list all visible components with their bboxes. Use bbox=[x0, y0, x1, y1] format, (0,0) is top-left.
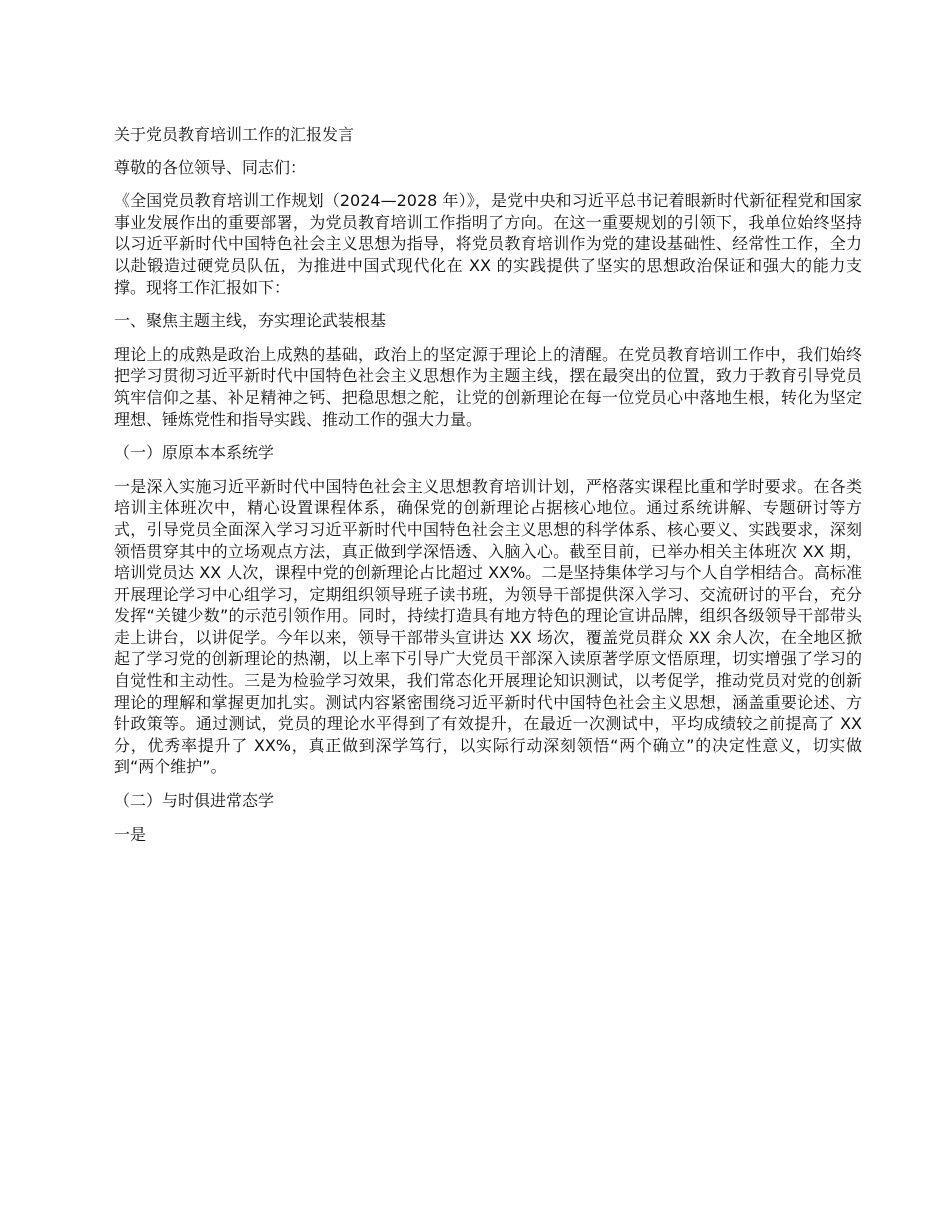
subsection-2-paragraph: 一是 bbox=[114, 824, 147, 844]
salutation: 尊敬的各位领导、同志们： bbox=[114, 157, 307, 177]
section-1-paragraph: 理论上的成熟是政治上成熟的基础，政治上的坚定源于理论上的清醒。在党员教育培训工作中，我们始终把学习贯彻习近平新时代中国特色社会主义思想作为主题主线，摆在最突出的位置，致力于教育引导党员筑牢信仰之基、补足精神之钙、把稳思想之舵，让党的创新理论在每一位党员心中落地生根，转化为坚定理想、锤炼党性和指导实践、推动工作的强大力量。 bbox=[114, 344, 862, 429]
document-title: 关于党员教育培训工作的汇报发言 bbox=[114, 125, 355, 144]
subsection-heading-2: （二）与时俱进常态学 bbox=[114, 791, 275, 811]
document-page bbox=[114, 124, 862, 845]
subsection-heading-1: （一）原原本本系统学 bbox=[114, 443, 275, 463]
section-heading-1: 一、聚焦主题主线，夯实理论武装根基 bbox=[114, 311, 387, 331]
intro-paragraph: 《全国党员教育培训工作规划（2024—2028 年）》，是党中央和习近平总书记着眼新时代新征程党和国家事业发展作出的重要部署，为党员教育培训工作指明了方向。在这一重要规划的引领下，我单位始终坚持以习近平新时代中国特色社会主义思想为指导，将党员教育培训作为党的建设基础性、经常性工作，全力以赴锻造过硬党员队伍，为推进中国式现代化在 XX 的实践提供了坚实的思想政治保证和强大的能力支撑。现将工作汇报如下： bbox=[114, 191, 862, 297]
subsection-1-paragraph: 一是深入实施习近平新时代中国特色社会主义思想教育培训计划，严格落实课程比重和学时要求。在各类培训主体班次中，精心设置课程体系，确保党的创新理论占据核心地位。通过系统讲解、专题研讨等方式，引导党员全面深入学习习近平新时代中国特色社会主义思想的科学体系、核心要义、实践要求，深刻领悟贯穿其中的立场观点方法，真正做到学深悟透、入脑入心。截至目前，已举办相关主体班次 XX 期，培训党员达 XX 人次，课程中党的创新理论占比超过 XX%。二是坚持集体学习与个人自学相结合。高标准开展理论学习中心组学习，定期组织领导班子读书班，为领导干部提供深入学习、交流研讨的平台，充分发挥“关键少数”的示范引领作用。同时，持续打造具有地方特色的理论宣讲品牌，组织各级领导干部带头走上讲台，以讲促学。今年以来，领导干部带头宣讲达 XX 场次，覆盖党员群众 XX 余人次，在全地区掀起了学习党的创新理论的热潮，以上率下引导广大党员干部深入读原著学原文悟原理，切实增强了学习的自觉性和主动性。三是为检验学习效果，我们常态化开展理论知识测试，以考促学，推动党员对党的创新理论的理解和掌握更加扎实。测试内容紧密围绕习近平新时代中国特色社会主义思想，涵盖重要论述、方针政策等。通过测试，党员的理论水平得到了有效提升，在最近一次测试中，平均成绩较之前提高了 XX 分，优秀率提升了 XX%，真正做到深学笃行，以实际行动深刻领悟“两个确立”的决定性意义，切实做到“两个维护”。 bbox=[114, 476, 862, 777]
